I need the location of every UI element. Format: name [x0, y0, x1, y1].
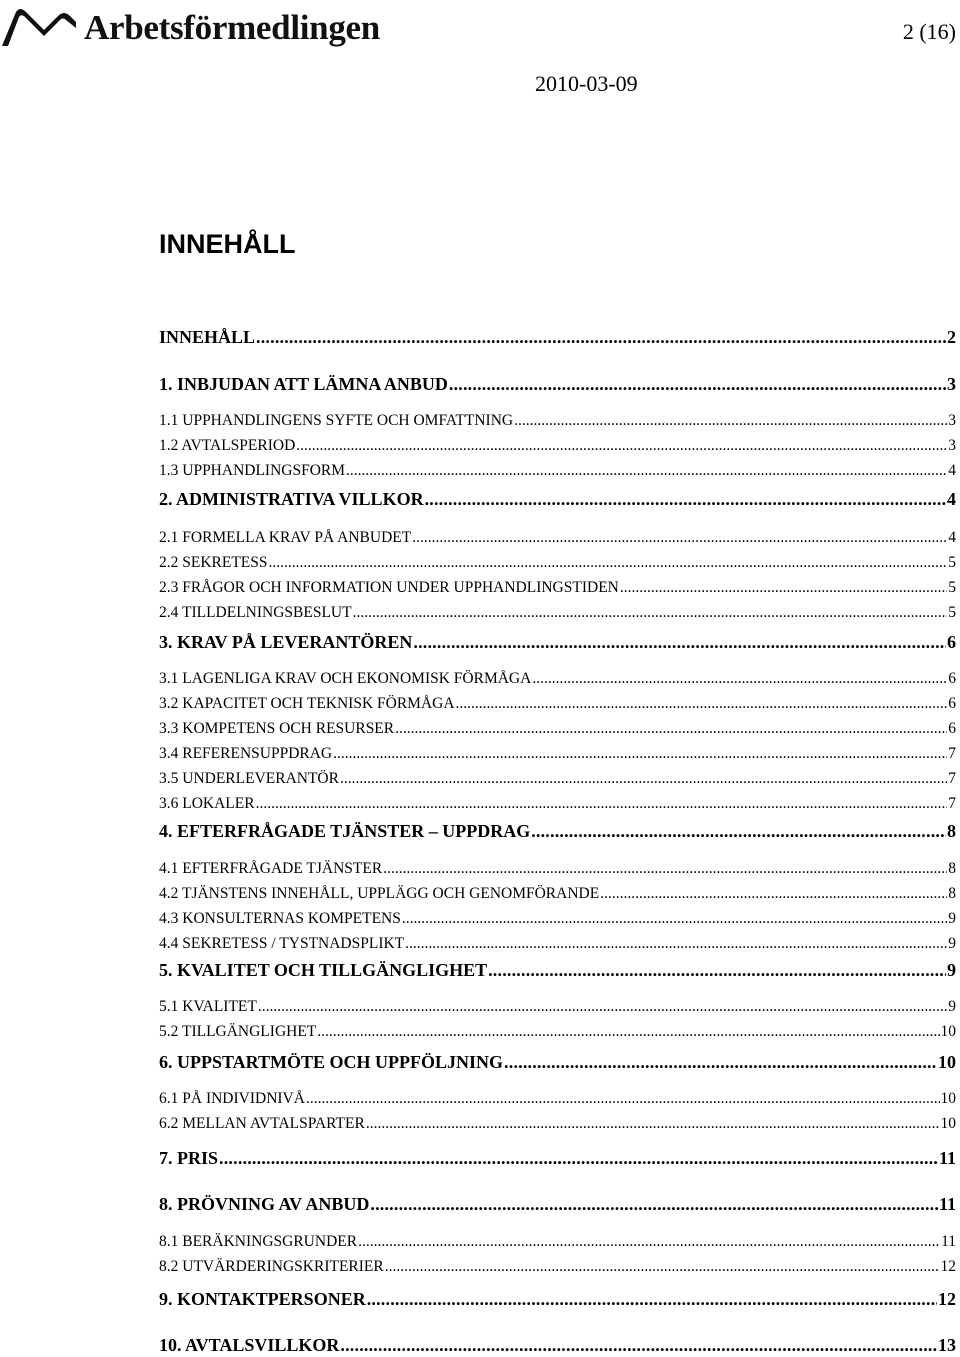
toc-entry[interactable] [159, 819, 956, 843]
toc-leader-dots [366, 1113, 940, 1134]
toc-entry-title: 3.5 UNDERLEVERANTÖR [159, 770, 339, 787]
toc-entry[interactable] [159, 577, 956, 598]
toc-entry-title: 1. INBJUDAN ATT LÄMNA ANBUD [159, 374, 448, 394]
toc-entry-page: 9 [948, 935, 956, 952]
toc-entry-page: 3 [948, 437, 956, 454]
toc-entry-page: 8 [948, 860, 956, 877]
toc-entry-page: 5 [948, 554, 956, 571]
toc-entry[interactable] [159, 958, 956, 982]
toc-entry-title: 4. EFTERFRÅGADE TJÄNSTER – UPPDRAG [159, 821, 531, 841]
toc-entry-title: 5.1 KVALITET [159, 998, 257, 1015]
toc-entry-page: 7 [948, 795, 956, 812]
toc-entry-title: INNEHÅLL [159, 327, 256, 347]
toc-leader-dots [531, 819, 946, 843]
toc-entry[interactable] [159, 996, 956, 1017]
toc-entry[interactable] [159, 487, 956, 511]
toc-entry-title: 6.1 PÅ INDIVIDNIVÅ [159, 1090, 305, 1107]
document-date: 2010-03-09 [535, 71, 638, 96]
toc-leader-dots [488, 958, 946, 982]
toc-entry-title: 4.1 EFTERFRÅGADE TJÄNSTER [159, 860, 383, 877]
toc-entry-page: 7 [948, 770, 956, 787]
toc-leader-dots [317, 1021, 939, 1042]
toc-entry-page: 11 [941, 1233, 956, 1250]
toc-entry-page: 11 [938, 1194, 956, 1214]
toc-entry-title: 3.6 LOKALER [159, 795, 255, 812]
toc-leader-dots [346, 460, 947, 481]
toc-leader-dots [456, 693, 948, 714]
toc-leader-dots [269, 552, 948, 573]
toc-entry-page: 8 [947, 821, 956, 841]
toc-entry-page: 10 [938, 1052, 956, 1072]
toc-entry-title: 6. UPPSTARTMÖTE OCH UPPFÖLJNING [159, 1052, 504, 1072]
toc-entry-title: 3. KRAV PÅ LEVERANTÖREN [159, 632, 413, 652]
toc-leader-dots [413, 630, 946, 654]
toc-entry-page: 10 [940, 1090, 956, 1107]
toc-leader-dots [412, 527, 947, 548]
toc-leader-dots [370, 1192, 938, 1216]
toc-entry-title: 8. PRÖVNING AV ANBUD [159, 1194, 370, 1214]
toc-entry-page: 3 [948, 412, 956, 429]
toc-leader-dots [296, 435, 947, 456]
toc-entry-title: 2.1 FORMELLA KRAV PÅ ANBUDET [159, 529, 412, 546]
toc-entry-page: 3 [947, 374, 956, 394]
toc-entry[interactable] [159, 668, 956, 689]
toc-entry[interactable] [159, 372, 956, 396]
toc-entry[interactable] [159, 793, 956, 814]
toc-entry-title: 8.2 UTVÄRDERINGSKRITERIER [159, 1258, 384, 1275]
toc-entry-page: 13 [938, 1335, 956, 1355]
toc-leader-dots [514, 410, 947, 431]
toc-entry[interactable] [159, 858, 956, 879]
toc-leader-dots [395, 718, 947, 739]
toc-leader-dots [383, 858, 947, 879]
toc-leader-dots [333, 743, 947, 764]
logo-mark-icon [0, 8, 78, 48]
toc-entry-title: 9. KONTAKTPERSONER [159, 1289, 366, 1309]
toc-leader-dots [340, 768, 947, 789]
logo-text: Arbetsförmedlingen [84, 8, 380, 47]
toc-entry-title: 8.1 BERÄKNINGSGRUNDER [159, 1233, 358, 1250]
toc-entry-title: 4.2 TJÄNSTENS INNEHÅLL, UPPLÄGG OCH GENOMFÖRANDE [159, 885, 600, 902]
toc-entry-page: 4 [948, 462, 956, 479]
toc-entry[interactable] [159, 602, 956, 623]
toc-entry[interactable] [159, 1192, 956, 1216]
toc-entry-page: 5 [948, 579, 956, 596]
toc-leader-dots [367, 1287, 937, 1311]
toc-entry[interactable] [159, 908, 956, 929]
toc-entry[interactable] [159, 460, 956, 481]
toc-entry-page: 7 [948, 745, 956, 762]
toc-entry-page: 10 [940, 1023, 956, 1040]
toc-entry[interactable] [159, 1146, 956, 1170]
page-number: 2 (16) [902, 19, 956, 44]
toc-entry-title: 5. KVALITET OCH TILLGÄNGLIGHET [159, 960, 488, 980]
toc-entry-title: 2.4 TILLDELNINGSBESLUT [159, 604, 352, 621]
toc-entry-page: 10 [940, 1115, 956, 1132]
toc-entry-title: 1.2 AVTALSPERIOD [159, 437, 296, 454]
toc-entry-page: 12 [938, 1289, 956, 1309]
toc-entry-page: 9 [948, 910, 956, 927]
toc-entry[interactable] [159, 718, 956, 739]
toc-entry[interactable] [159, 1256, 956, 1277]
toc-leader-dots [449, 372, 946, 396]
toc-entry-title: 2.2 SEKRETESS [159, 554, 268, 571]
toc-entry[interactable] [159, 768, 956, 789]
toc-heading: INNEHÅLL [159, 229, 296, 259]
toc-leader-dots [353, 602, 948, 623]
toc-entry-page: 8 [948, 885, 956, 902]
toc-entry[interactable] [159, 1021, 956, 1042]
arbetsformedlingen-logo [0, 4, 380, 52]
toc-leader-dots [620, 577, 947, 598]
toc-leader-dots [402, 908, 947, 929]
toc-leader-dots [256, 793, 948, 814]
toc-entry-page: 6 [948, 670, 956, 687]
toc-entry-page: 6 [948, 695, 956, 712]
toc-entry[interactable] [159, 1050, 956, 1074]
toc-entry-page: 2 [947, 327, 956, 347]
toc-leader-dots [306, 1088, 940, 1109]
toc-entry[interactable] [159, 1088, 956, 1109]
toc-entry-page: 4 [947, 489, 956, 509]
toc-entry[interactable] [159, 410, 956, 431]
toc-entry-title: 1.1 UPPHANDLINGENS SYFTE OCH OMFATTNING [159, 412, 514, 429]
toc-leader-dots [358, 1231, 940, 1252]
toc-entry[interactable] [159, 883, 956, 904]
toc-leader-dots [258, 996, 947, 1017]
toc-entry[interactable] [159, 1113, 956, 1134]
toc-leader-dots [340, 1333, 937, 1357]
toc-leader-dots [600, 883, 947, 904]
toc-leader-dots [256, 325, 946, 349]
page-header [0, 0, 960, 110]
toc-entry-title: 3.4 REFERENSUPPDRAG [159, 745, 333, 762]
toc-leader-dots [219, 1146, 938, 1170]
toc-entry-title: 6.2 MELLAN AVTALSPARTER [159, 1115, 365, 1132]
toc-entry[interactable] [159, 1231, 956, 1252]
toc-entry-page: 12 [940, 1258, 956, 1275]
toc-entry[interactable] [159, 630, 956, 654]
toc-entry-title: 2.3 FRÅGOR OCH INFORMATION UNDER UPPHANDLINGSTIDEN [159, 579, 619, 596]
toc-entry-page: 11 [938, 1148, 956, 1168]
toc-entry-page: 9 [948, 998, 956, 1015]
toc-entry[interactable] [159, 325, 956, 349]
toc-leader-dots [385, 1256, 940, 1277]
toc-entry[interactable] [159, 743, 956, 764]
toc-entry-title: 5.2 TILLGÄNGLIGHET [159, 1023, 317, 1040]
toc-entry[interactable] [159, 435, 956, 456]
toc-entry-title: 2. ADMINISTRATIVA VILLKOR [159, 489, 424, 509]
toc-leader-dots [504, 1050, 937, 1074]
toc-entry-title: 3.3 KOMPETENS OCH RESURSER [159, 720, 395, 737]
toc-leader-dots [532, 668, 947, 689]
toc-leader-dots [425, 487, 946, 511]
toc-entry[interactable] [159, 693, 956, 714]
toc-entry-title: 3.2 KAPACITET OCH TEKNISK FÖRMÅGA [159, 695, 455, 712]
toc-entry-page: 6 [948, 720, 956, 737]
toc-entry[interactable] [159, 933, 956, 954]
toc-entry[interactable] [159, 527, 956, 548]
toc-entry-page: 4 [948, 529, 956, 546]
toc-entry-page: 9 [947, 960, 956, 980]
toc-entry[interactable] [159, 1287, 956, 1311]
toc-entry-title: 4.4 SEKRETESS / TYSTNADSPLIKT [159, 935, 405, 952]
toc-entry-page: 6 [947, 632, 956, 652]
toc-entry-title: 10. AVTALSVILLKOR [159, 1335, 340, 1355]
toc-entry-title: 3.1 LAGENLIGA KRAV OCH EKONOMISK FÖRMÅGA [159, 670, 532, 687]
toc-entry-page: 5 [948, 604, 956, 621]
toc-leader-dots [405, 933, 947, 954]
toc-entry-title: 1.3 UPPHANDLINGSFORM [159, 462, 346, 479]
toc-entry-title: 4.3 KONSULTERNAS KOMPETENS [159, 910, 401, 927]
toc-entry[interactable] [159, 1333, 956, 1357]
toc-entry[interactable] [159, 552, 956, 573]
toc-entry-title: 7. PRIS [159, 1148, 219, 1168]
